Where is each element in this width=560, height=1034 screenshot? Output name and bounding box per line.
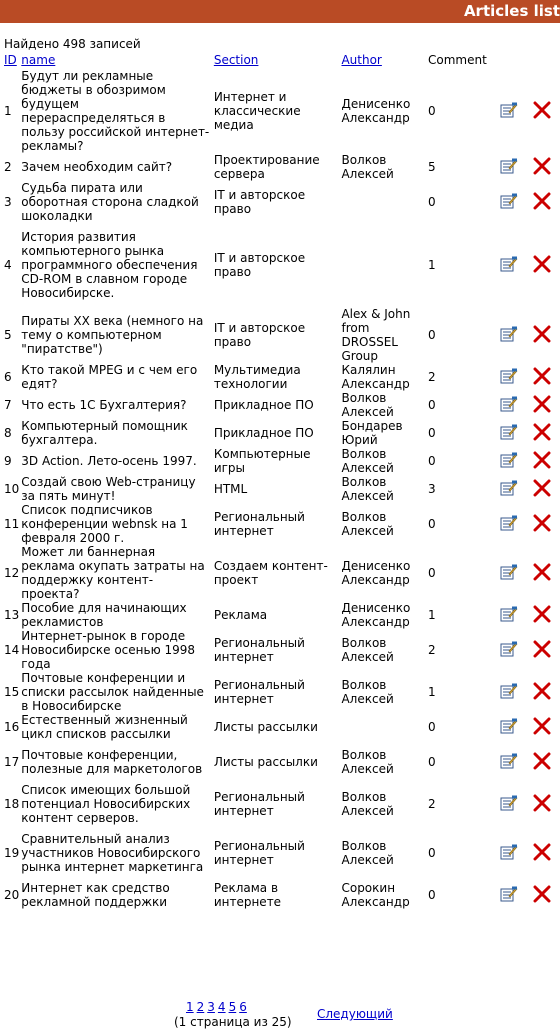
- row-author: [339, 713, 426, 741]
- table-row: [2, 447, 558, 475]
- row-section: Региональный интернет: [213, 678, 305, 706]
- edit-button[interactable]: [493, 69, 525, 153]
- row-name: Создай свою Web-страницу за пять минут!: [21, 475, 196, 503]
- row-id: 9: [4, 454, 12, 468]
- delete-x-icon[interactable]: [533, 717, 551, 735]
- edit-button[interactable]: [493, 881, 525, 909]
- delete-button[interactable]: [526, 181, 559, 223]
- table-row: [2, 713, 558, 741]
- table-row: [2, 545, 558, 601]
- column-id[interactable]: [2, 51, 19, 69]
- row-section: Создаем контент-проект: [213, 559, 328, 587]
- row-author: [339, 223, 426, 307]
- row-name: Зачем необходим сайт?: [21, 160, 173, 174]
- row-id: 4: [4, 258, 12, 272]
- delete-x-icon[interactable]: [533, 367, 551, 385]
- row-comment: 0: [428, 195, 436, 209]
- delete-x-icon[interactable]: [533, 843, 551, 861]
- column-author[interactable]: [339, 51, 426, 69]
- table-row: [2, 881, 558, 909]
- table-row: [2, 825, 558, 881]
- row-author: [339, 181, 426, 223]
- row-author: Денисенко Александр: [341, 97, 411, 125]
- delete-button[interactable]: [526, 741, 559, 783]
- edit-button[interactable]: [493, 713, 525, 741]
- row-id: 13: [4, 608, 20, 622]
- row-name: Пираты XX века (немного на тему о компьютерном "пиратстве"): [21, 314, 204, 356]
- row-author: Денисенко Александр: [341, 601, 411, 629]
- row-comment: 0: [428, 720, 436, 734]
- delete-button[interactable]: [526, 629, 559, 671]
- edit-note-icon[interactable]: [500, 480, 518, 496]
- delete-x-icon[interactable]: [533, 514, 551, 532]
- column-section[interactable]: [212, 51, 340, 69]
- row-comment: 2: [428, 370, 436, 384]
- row-id: 20: [4, 888, 20, 902]
- row-id: 14: [4, 643, 20, 657]
- edit-note-icon[interactable]: [500, 396, 518, 412]
- row-comment: 5: [428, 160, 436, 174]
- edit-button[interactable]: [493, 475, 525, 503]
- delete-button[interactable]: [526, 223, 559, 307]
- row-name: Почтовые конференции, полезные для маркетологов: [21, 748, 203, 776]
- row-comment: 0: [428, 398, 436, 412]
- page-title: Articles list: [463, 2, 560, 20]
- table-row: [2, 307, 558, 363]
- row-id: 17: [4, 755, 20, 769]
- edit-note-icon[interactable]: [500, 424, 518, 440]
- row-name: Компьютерный помощник бухгалтера.: [21, 419, 188, 447]
- row-name: Что есть 1С Бухгалтерия?: [21, 398, 187, 412]
- edit-note-icon[interactable]: [500, 368, 518, 384]
- delete-x-icon[interactable]: [533, 101, 551, 119]
- row-author: Волков Алексей: [341, 475, 394, 503]
- delete-x-icon[interactable]: [533, 640, 551, 658]
- edit-note-icon[interactable]: [500, 753, 518, 769]
- delete-x-icon[interactable]: [533, 423, 551, 441]
- delete-x-icon[interactable]: [533, 395, 551, 413]
- delete-x-icon[interactable]: [533, 451, 551, 469]
- row-author: Волков Алексей: [341, 678, 394, 706]
- row-comment: 0: [428, 755, 436, 769]
- delete-button[interactable]: [526, 545, 559, 601]
- delete-button[interactable]: [526, 713, 559, 741]
- delete-x-icon[interactable]: [533, 752, 551, 770]
- table-row: [2, 363, 558, 391]
- row-section: Реклама в интернете: [213, 881, 282, 909]
- row-author: Бондарев Юрий: [341, 419, 403, 447]
- table-row: [2, 475, 558, 503]
- row-comment: 2: [428, 797, 436, 811]
- page-link-1[interactable]: 1: [186, 1000, 194, 1014]
- row-section: HTML: [213, 482, 248, 496]
- edit-button[interactable]: [493, 601, 525, 629]
- table-row: [2, 741, 558, 783]
- row-id: 5: [4, 328, 12, 342]
- row-id: 3: [4, 195, 12, 209]
- row-id: 19: [4, 846, 20, 860]
- table-row: [2, 153, 558, 181]
- row-comment: 0: [428, 888, 436, 902]
- row-id: 1: [4, 104, 12, 118]
- table-row: [2, 223, 558, 307]
- delete-button[interactable]: [526, 601, 559, 629]
- page-link-2[interactable]: 2: [196, 1000, 205, 1014]
- delete-button[interactable]: [526, 503, 559, 545]
- row-name: История развития компьютерного рынка программного обеспечения CD-ROM в славном городе Новосибирске.: [21, 230, 198, 300]
- row-author: Волков Алексей: [341, 839, 394, 867]
- sort-section-link[interactable]: Section: [213, 53, 259, 67]
- row-comment: 0: [428, 104, 436, 118]
- delete-button[interactable]: [526, 419, 559, 447]
- row-author: Волков Алексей: [341, 790, 394, 818]
- edit-button[interactable]: [493, 671, 525, 713]
- table-row: [2, 69, 558, 153]
- page-header: [0, 0, 560, 23]
- row-author: Волков Алексей: [341, 391, 394, 419]
- delete-button[interactable]: [526, 881, 559, 909]
- delete-button[interactable]: [526, 153, 559, 181]
- edit-note-icon[interactable]: [500, 844, 518, 860]
- row-comment: 1: [428, 685, 436, 699]
- sort-id-link[interactable]: ID: [4, 53, 17, 67]
- row-author: Волков Алексей: [341, 748, 394, 776]
- page-link-6[interactable]: 6: [239, 1000, 247, 1014]
- delete-button[interactable]: [526, 391, 559, 419]
- row-comment: 0: [428, 426, 436, 440]
- row-section: Компьютерные игры: [213, 447, 311, 475]
- row-name: Кто такой MPEG и с чем его едят?: [21, 363, 198, 391]
- delete-x-icon[interactable]: [533, 479, 551, 497]
- edit-note-icon[interactable]: [500, 641, 518, 657]
- edit-note-icon[interactable]: [500, 795, 518, 811]
- row-comment: 0: [428, 328, 436, 342]
- row-id: 2: [4, 160, 12, 174]
- row-section: Проектирование сервера: [213, 153, 320, 181]
- edit-button[interactable]: [493, 503, 525, 545]
- table-row: [2, 601, 558, 629]
- records-found: Найдено 498 записей: [4, 37, 141, 51]
- row-comment: 0: [428, 454, 436, 468]
- delete-x-icon[interactable]: [533, 157, 551, 175]
- edit-button[interactable]: [493, 629, 525, 671]
- delete-button[interactable]: [526, 783, 559, 825]
- edit-note-icon[interactable]: [500, 326, 518, 342]
- row-section: Мультимедиа технологии: [213, 363, 301, 391]
- row-section: Листы рассылки: [213, 720, 318, 734]
- next-page-link[interactable]: Следующий: [317, 1007, 393, 1021]
- row-section: Региональный интернет: [213, 839, 305, 867]
- delete-x-icon[interactable]: [533, 605, 551, 623]
- row-comment: 3: [428, 482, 436, 496]
- delete-button[interactable]: [526, 475, 559, 503]
- row-id: 7: [4, 398, 12, 412]
- delete-button[interactable]: [526, 447, 559, 475]
- row-section: Прикладное ПО: [213, 398, 314, 412]
- column-name[interactable]: [19, 51, 212, 69]
- edit-note-icon[interactable]: [500, 256, 518, 272]
- table-row: [2, 391, 558, 419]
- edit-button[interactable]: [493, 419, 525, 447]
- row-author: Денисенко Александр: [341, 559, 411, 587]
- row-section: Листы рассылки: [213, 755, 318, 769]
- row-id: 16: [4, 720, 20, 734]
- edit-button[interactable]: [493, 223, 525, 307]
- sort-name-link[interactable]: name: [21, 53, 56, 67]
- edit-note-icon[interactable]: [500, 158, 518, 174]
- table-row: [2, 503, 558, 545]
- row-comment: 2: [428, 643, 436, 657]
- page-link-5[interactable]: 5: [228, 1000, 237, 1014]
- row-comment: 1: [428, 608, 436, 622]
- row-id: 6: [4, 370, 12, 384]
- row-name: Интернет как средство рекламной поддержки: [21, 881, 170, 909]
- row-id: 10: [4, 482, 20, 496]
- edit-note-icon[interactable]: [500, 564, 518, 580]
- row-id: 18: [4, 797, 20, 811]
- delete-button[interactable]: [526, 363, 559, 391]
- row-name: Естественный жизненный цикл списков рассылки: [21, 713, 188, 741]
- edit-button[interactable]: [493, 447, 525, 475]
- delete-button[interactable]: [526, 69, 559, 153]
- row-name: Почтовые конференции и списки рассылок найденные в Новосибирске: [21, 671, 204, 713]
- edit-button[interactable]: [493, 181, 525, 223]
- row-comment: 0: [428, 517, 436, 531]
- articles-table: [2, 51, 558, 909]
- delete-x-icon[interactable]: [533, 682, 551, 700]
- column-comment: Comment: [428, 53, 487, 67]
- edit-note-icon[interactable]: [500, 683, 518, 699]
- table-row: [2, 783, 558, 825]
- edit-note-icon[interactable]: [500, 718, 518, 734]
- row-section: Интернет и классические медиа: [213, 90, 301, 132]
- row-section: IT и авторское право: [213, 188, 306, 216]
- row-author: Сорокин Александр: [341, 881, 410, 909]
- edit-note-icon[interactable]: [500, 886, 518, 902]
- delete-x-icon[interactable]: [533, 563, 551, 581]
- edit-note-icon[interactable]: [500, 606, 518, 622]
- delete-x-icon[interactable]: [533, 192, 551, 210]
- row-author: Волков Алексей: [341, 636, 394, 664]
- row-section: Региональный интернет: [213, 510, 305, 538]
- edit-button[interactable]: [493, 783, 525, 825]
- page-count: (1 страница из 25): [174, 1015, 292, 1029]
- row-id: 8: [4, 426, 12, 440]
- row-name: Будут ли рекламные бюджеты в обозримом будущем перераспределяться в пользу российской интернет-рекламы?: [21, 69, 210, 153]
- row-name: Список имеющих большой потенциал Новосибирских контент серверов.: [21, 783, 191, 825]
- edit-button[interactable]: [493, 825, 525, 881]
- page-links: [186, 1000, 250, 1014]
- edit-button[interactable]: [493, 545, 525, 601]
- edit-button[interactable]: [493, 307, 525, 363]
- row-author: Волков Алексей: [341, 153, 394, 181]
- page-link-3[interactable]: 3: [207, 1000, 215, 1014]
- row-author: Волков Алексей: [341, 447, 394, 475]
- row-section: Региональный интернет: [213, 790, 305, 818]
- row-id: 11: [4, 517, 20, 531]
- row-name: Судьба пирата или оборотная сторона сладкой шоколадки: [21, 181, 199, 223]
- row-name: Интернет-рынок в городе Новосибирске осенью 1998 года: [21, 629, 196, 671]
- row-comment: 0: [428, 566, 436, 580]
- row-name: Сравнительный анализ участников Новосибирского рынка интернет маркетинга: [21, 832, 204, 874]
- row-section: IT и авторское право: [213, 321, 306, 349]
- row-id: 12: [4, 566, 20, 580]
- delete-button[interactable]: [526, 307, 559, 363]
- edit-button[interactable]: [493, 363, 525, 391]
- table-row: [2, 419, 558, 447]
- table-header-row: [2, 51, 558, 69]
- table-row: [2, 181, 558, 223]
- page-link-4[interactable]: 4: [217, 1000, 226, 1014]
- delete-button[interactable]: [526, 671, 559, 713]
- row-name: Может ли баннерная реклама окупать затраты на поддержку контент-проекта?: [21, 545, 205, 601]
- table-row: [2, 629, 558, 671]
- row-author: Калялин Александр: [341, 363, 410, 391]
- row-author: Волков Алексей: [341, 510, 394, 538]
- delete-x-icon[interactable]: [533, 255, 551, 273]
- edit-note-icon[interactable]: [500, 515, 518, 531]
- row-comment: 1: [428, 258, 436, 272]
- row-name: Список подписчиков конференции webnsk на 1 февраля 2000 г.: [21, 503, 188, 545]
- row-section: IT и авторское право: [213, 251, 306, 279]
- delete-x-icon[interactable]: [533, 325, 551, 343]
- edit-note-icon[interactable]: [500, 102, 518, 118]
- row-section: Прикладное ПО: [213, 426, 314, 440]
- row-comment: 0: [428, 846, 436, 860]
- row-name: 3D Action. Лето-осень 1997.: [21, 454, 197, 468]
- edit-note-icon[interactable]: [500, 193, 518, 209]
- delete-x-icon[interactable]: [533, 794, 551, 812]
- edit-button[interactable]: [493, 391, 525, 419]
- edit-note-icon[interactable]: [500, 452, 518, 468]
- row-section: Реклама: [213, 608, 268, 622]
- row-name: Пособие для начинающих рекламистов: [21, 601, 187, 629]
- row-section: Региональный интернет: [213, 636, 305, 664]
- row-id: 15: [4, 685, 20, 699]
- table-row: [2, 671, 558, 713]
- edit-button[interactable]: [493, 741, 525, 783]
- sort-author-link[interactable]: Author: [341, 53, 382, 67]
- edit-button[interactable]: [493, 153, 525, 181]
- delete-button[interactable]: [526, 825, 559, 881]
- delete-x-icon[interactable]: [533, 885, 551, 903]
- row-author: Alex & John from DROSSEL Group: [341, 307, 411, 363]
